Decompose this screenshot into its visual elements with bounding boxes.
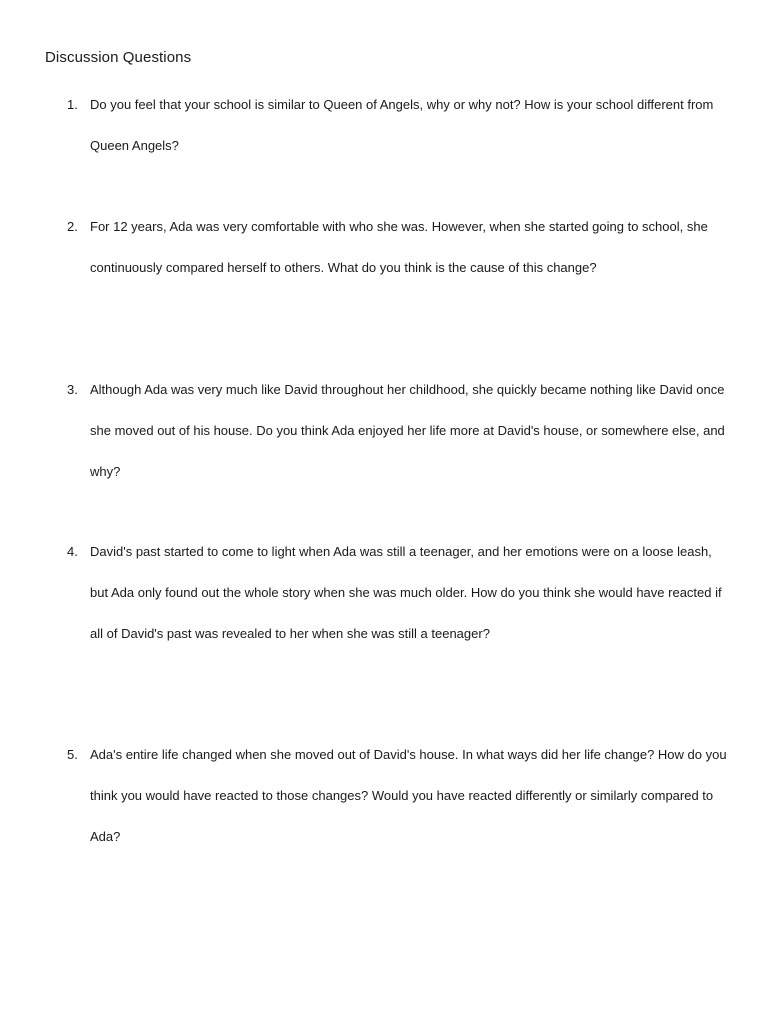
question-number: 4. xyxy=(67,544,78,559)
question-number: 5. xyxy=(67,747,78,762)
document-title: Discussion Questions xyxy=(45,49,192,66)
question-number: 3. xyxy=(67,382,78,397)
question-text: Do you feel that your school is similar to Queen of Angels, why or why not? How is your school different from Queen Angels? xyxy=(90,97,714,153)
question-number: 1. xyxy=(67,97,78,112)
question-text: Ada's entire life changed when she moved out of David's house. In what ways did her life change? How do you think you would have reacted to those changes? Would you have reacted differently or similarly compared to Ada? xyxy=(90,747,727,844)
question-text: Although Ada was very much like David throughout her childhood, she quickly became nothing like David once she moved out of his house. Do you think Ada enjoyed her life more at David's house, or somewhere else, and why? xyxy=(90,382,725,479)
question-text: For 12 years, Ada was very comfortable with who she was. However, when she started going to school, she continuously compared herself to others. What do you think is the cause of this change? xyxy=(90,219,708,275)
question-text: David's past started to come to light when Ada was still a teenager, and her emotions were on a loose leash, but Ada only found out the whole story when she was much older. How do you think she would have reacted if all of David's past was revealed to her when she was still a teenager? xyxy=(90,544,722,641)
question-number: 2. xyxy=(67,219,78,234)
